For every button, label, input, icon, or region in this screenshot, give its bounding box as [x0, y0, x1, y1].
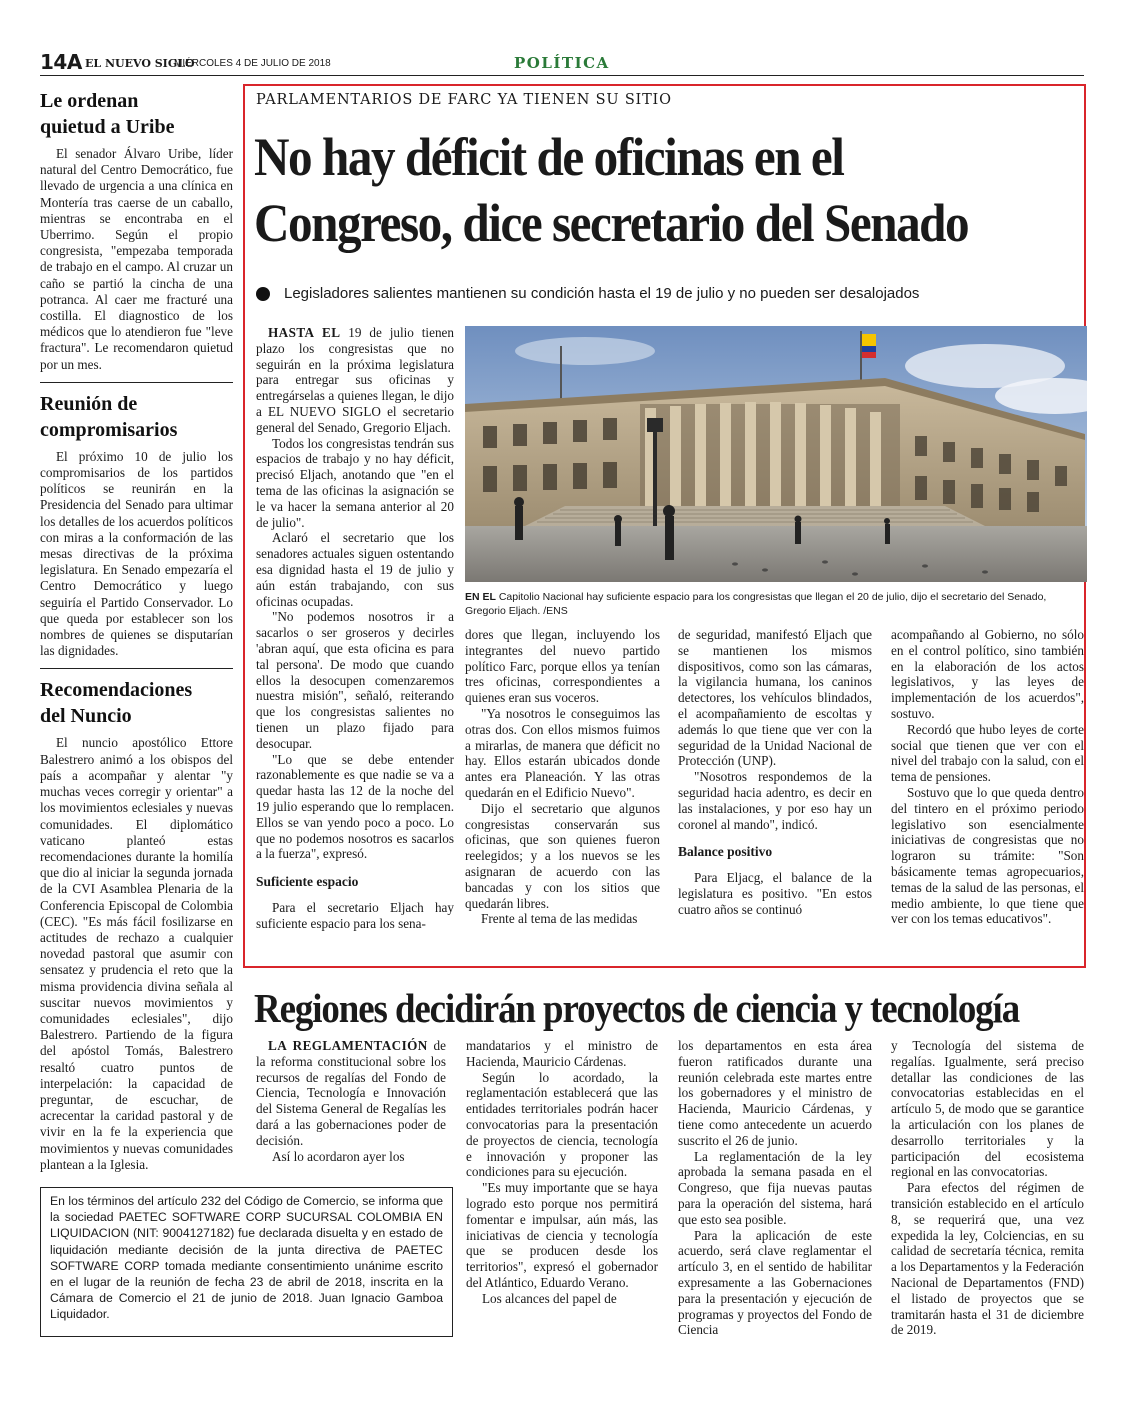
main-column-4	[891, 627, 1084, 927]
paragraph: Para Eljacg, el balance de la legislatura es positivo. "En estos cuatro años se continuó	[678, 870, 872, 917]
lead-caps: HASTA EL	[268, 325, 341, 340]
main-column-3	[678, 627, 872, 918]
brief-body: El próximo 10 de julio los compromisarios de los partidos políticos se reunirán en la Presidencia del Senado para ultimar los detalles de los acuerdos políticos con miras a la conformación de las mesas directivas de la próxima legislatura. En Senado empezaría el Centro Democrático y luego seguiría el Partido Conservador. Lo que queda por establecer son los nombres de quienes se disputarían las dignidades.	[40, 448, 233, 659]
page-header	[40, 50, 1084, 76]
divider	[40, 382, 233, 383]
paragraph: "Nosotros respondemos de la seguridad hacia adentro, es decir en las instalaciones, y por eso hay un coronel al mando", indicó.	[678, 769, 872, 832]
paragraph: Aclaró el secretario que los senadores actuales siguen ostentando esa dignidad hasta el 19 de julio y aún están trabajando, con sus oficinas ocupadas.	[256, 530, 454, 609]
section-label: POLÍTICA	[514, 54, 610, 72]
brief-uribe	[40, 88, 233, 373]
paragraph: de seguridad, manifestó Eljach que se mantienen los mismos dispositivos, como son las cámaras, la vigilancia humana, los caninos detectores, los vehículos blindados, el acompañamiento de escoltas y además lo que tiene que ver con la seguridad de la Unidad Nacional de Protección (UNP).	[678, 627, 872, 769]
paragraph: "No podemos nosotros ir a sacarlos o ser groseros y decirles 'abran aquí, que esta oficina es para tal persona'. De modo que cuando ellos la desocupen comenzaremos nuestra misión", señaló, reiterando que los congresistas salientes no tienen un plazo fijado para desocupar.	[256, 609, 454, 751]
paragraph-text: 19 de julio tienen plazo los congresistas que no seguirán en la próxima legislatura para entregar sus oficinas y entregárselas a quienes llegan, le dijo a EL NUEVO SIGLO el secretario general del Senado, Gregorio Eljach.	[256, 325, 454, 435]
paragraph: y Tecnología del sistema de regalías. Igualmente, será preciso detallar las condiciones de las convocatorias establecidas en el artículo 5, de modo que se garantice la articulación con los planes de desarrollo territoriales y la participación del ecosistema regional en las convocatorias.	[891, 1038, 1084, 1180]
second-column-3	[678, 1038, 872, 1338]
second-column-1	[256, 1038, 446, 1164]
photo-caption	[465, 590, 1085, 618]
paragraph: Para el secretario Eljach hay suficiente espacio para los sena-	[256, 899, 454, 931]
caption-text: Capitolio Nacional hay suficiente espacio para los congresistas que llegan el 20 de julio, dijo el secretario del Senado, Gregorio Eljach. /ENS	[465, 591, 1047, 617]
brief-compromisarios	[40, 391, 233, 660]
paragraph: dores que llegan, incluyendo los integrantes del nuevo partido político Farc, porque ellos ya tenían tres oficinas, correspondientes a quienes eran sus voceros.	[465, 627, 660, 706]
main-column-2	[465, 627, 660, 927]
paragraph: Frente al tema de las medidas	[481, 911, 638, 927]
story-deck	[256, 285, 1086, 303]
paragraph-text: de la reforma constitucional sobre los recursos de regalías del Fondo de Ciencia, Tecnología e Innovación del Sistema General de Regalías les dará a las gobernaciones poder de decisión.	[256, 1038, 446, 1148]
main-headline	[254, 124, 1009, 256]
subhead: Balance positivo	[678, 844, 773, 860]
second-column-2	[466, 1038, 658, 1307]
sidebar-briefs	[40, 88, 233, 1173]
brief-body: El nuncio apostólico Ettore Balestrero animó a los obispos del país a acompañar y alentar "y muchas veces corregir y orientar" a los movimientos eclesiales y nuevas comunidades. El diplomático vaticano planteó estas recomendaciones durante la homilía que dio al iniciar la segunda jornada de la CVI Asamblea Plenaria de la Conferencia Episcopal de Colombia (CEC). "Es más fácil fosilizarse en actitudes de rechazo a cualquier novedad pastoral que asumir con sensatez y prudencia el reto que la misma providencia divina señala al suscitar nuevos movimientos y comunidades eclesiales", dijo Balestrero. Partiendo de la figura del apóstol Tomás, Balestrero resaltó cuatro puntos de interpelación: la capacidad de preguntar, de escuchar, de acrecentar la caridad pastoral y de vivir en la fe la experiencia que movimientos y nuevas comunidades plantean a la Iglesia.	[40, 735, 233, 1172]
brief-title: Le ordenan quietud a Uribe	[40, 90, 175, 138]
headline-line-1: No hay déficit de oficinas en el	[254, 127, 844, 187]
capitol-photo	[465, 326, 1087, 582]
brief-nuncio	[40, 677, 233, 1172]
subhead: Suficiente espacio	[256, 874, 359, 890]
headline-line-2: Congreso, dice secretario del Senado	[254, 193, 969, 253]
paragraph: los departamentos en esta área fueron ratificados durante una reunión celebrada este martes entre los gobernadores y el ministro de Hacienda, Mauricio Cárdenas, y tiene como antecedente un acuerdo suscrito el 26 de junio.	[678, 1038, 872, 1148]
paragraph: "Lo que se debe entender razonablemente es que nadie se va a quedar hasta las 12 de la noche del 19 julio esperando que lo remplacen. Ellos se van yendo poco a poco. Lo que no podemos nosotros es sacarlos a la fuerza", expresó.	[256, 751, 454, 862]
paragraph: acompañando al Gobierno, no sólo en el control político, sino también en la elaboración de los actos legislativos, y las leyes de implementación de los acuerdos", sostuvo.	[891, 627, 1084, 721]
brief-title: Reunión de compromisarios	[40, 392, 178, 441]
paragraph: Dijo el secretario que algunos congresistas conservarán sus oficinas, que son quienes fueron reelegidos; y a los nuevos se les asignaran de acuerdo con las bancadas y con los sitios que quedarán libres.	[465, 800, 660, 911]
paragraph: Sostuvo que lo que queda dentro del tintero en el próximo periodo legislativo son esencialmente iniciativas de congresistas que no lograron su trámite: "Son básicamente temas agropecuarios, temas de la salud de las personas, el medio ambiente, lo que tiene que ver con los temas educativos".	[891, 784, 1084, 927]
brief-body: El senador Álvaro Uribe, líder natural del Centro Democrático, fue llevado de urgencia a una clínica en Montería tras caerse de un caballo, mientras se encontraba en el Uberrimo. Según el propio congresista, "empezaba temporada de trabajo en el campo. Al cruzar un caño se partió la cincha de una potranca. Al caer me fracturé una costilla. El diagnostico de los médicos que lo atendieron fue "leve fractura". Le recomendaron quietud por un mes.	[40, 146, 233, 372]
paragraph: Los alcances del papel de	[482, 1290, 617, 1306]
paragraph: Todos los congresistas tendrán sus espacios de trabajo y no hay déficit, precisó Eljach, anotando que "en el tema de las oficinas la asignación se le va hacer la semana anterior al 20 de julio".	[256, 435, 454, 530]
paragraph: Recordó que hubo leyes de corte social que tienen que ver con el nivel del trabajo con la salud, con el tema de pensiones.	[891, 721, 1084, 785]
legal-notice: En los términos del artículo 232 del Código de Comercio, se informa que la sociedad PAETEC SOFTWARE CORP SUCURSAL COLOMBIA EN LIQUIDACION (NIT: 9004127182) fue declarada disuelta y en estado de liquidación mediante decisión de la junta directiva de PAETEC SOFTWARE CORP tomada mediante consentimiento unánime escrito en el lugar de la reunión de fecha 23 de abril de 2018, inscrita en la Cámara de Comercio el 21 de junio de 2018. Juan Ignacio Gamboa Liquidador.	[40, 1187, 453, 1337]
brief-title: Recomendaciones del Nuncio	[40, 679, 193, 728]
second-headline: Regiones decidirán proyectos de ciencia y tecnología	[254, 985, 1020, 1031]
publication-date: MIÉRCOLES 4 DE JULIO DE 2018	[174, 58, 331, 69]
paragraph	[256, 1038, 446, 1149]
paragraph: Para la aplicación de este acuerdo, será clave reglamentar el artículo 3, en el sentido de habilitar expresamente a las Gobernaciones para la presentación y ejecución de programas y proyectos del Fondo de Ciencia	[678, 1227, 872, 1338]
paragraph: Así lo acordaron ayer los	[272, 1148, 405, 1164]
paragraph: Según lo acordado, la reglamentación establecerá que las entidades territoriales podrán hacer convocatorias para la presentación de proyectos de ciencia, tecnología e innovación y proponer las condiciones para su ejecución.	[466, 1069, 658, 1180]
capitol-building-image	[465, 326, 1087, 582]
paragraph: "Ya nosotros le conseguimos las otras dos. Con ellos mismos fuimos a mirarlas, de manera que déficit no hay. Ellos estarán ubicados donde antes era Planeación. Y las otras quedarán en el Edificio Nuevo".	[465, 705, 660, 800]
story-kicker: PARLAMENTARIOS DE FARC YA TIENEN SU SITIO	[256, 92, 672, 108]
caption-lead: EN EL	[465, 591, 496, 603]
page-number: 14A	[40, 50, 82, 74]
paragraph: La reglamentación de la ley aprobada la semana pasada en el Congreso, que fija nuevas pautas para la operación del sistema, hará que esto sea posible.	[678, 1148, 872, 1227]
lead-caps: LA REGLAMENTACIÓN	[268, 1038, 428, 1053]
main-column-1	[256, 325, 454, 931]
paragraph: Para efectos del régimen de transición establecido en el artículo 8, se requerirá que, una vez expedida la ley, Colciencias, en su calidad de secretaría técnica, remita a los Departamentos y la Federación Nacional de Departamentos (FND) el listado de proyectos que se tramitarán hasta el 31 de diciembre de 2019.	[891, 1180, 1084, 1338]
bullet-icon	[256, 287, 270, 301]
second-column-4	[891, 1038, 1084, 1338]
paragraph	[256, 325, 454, 436]
deck-text: Legisladores salientes mantienen su condición hasta el 19 de julio y no pueden ser desalojados	[284, 285, 920, 302]
paragraph: "Es muy importante que se haya logrado esto porque nos permitirá fomentar e impulsar, aún más, las iniciativas de ciencia y tecnología que se producen desde los territorios", expresó el gobernador del Atlántico, Eduardo Verano.	[466, 1180, 658, 1290]
paragraph: mandatarios y el ministro de Hacienda, Mauricio Cárdenas.	[466, 1038, 658, 1069]
divider	[40, 668, 233, 669]
newspaper-name: EL NUEVO SIGLO	[85, 57, 195, 70]
